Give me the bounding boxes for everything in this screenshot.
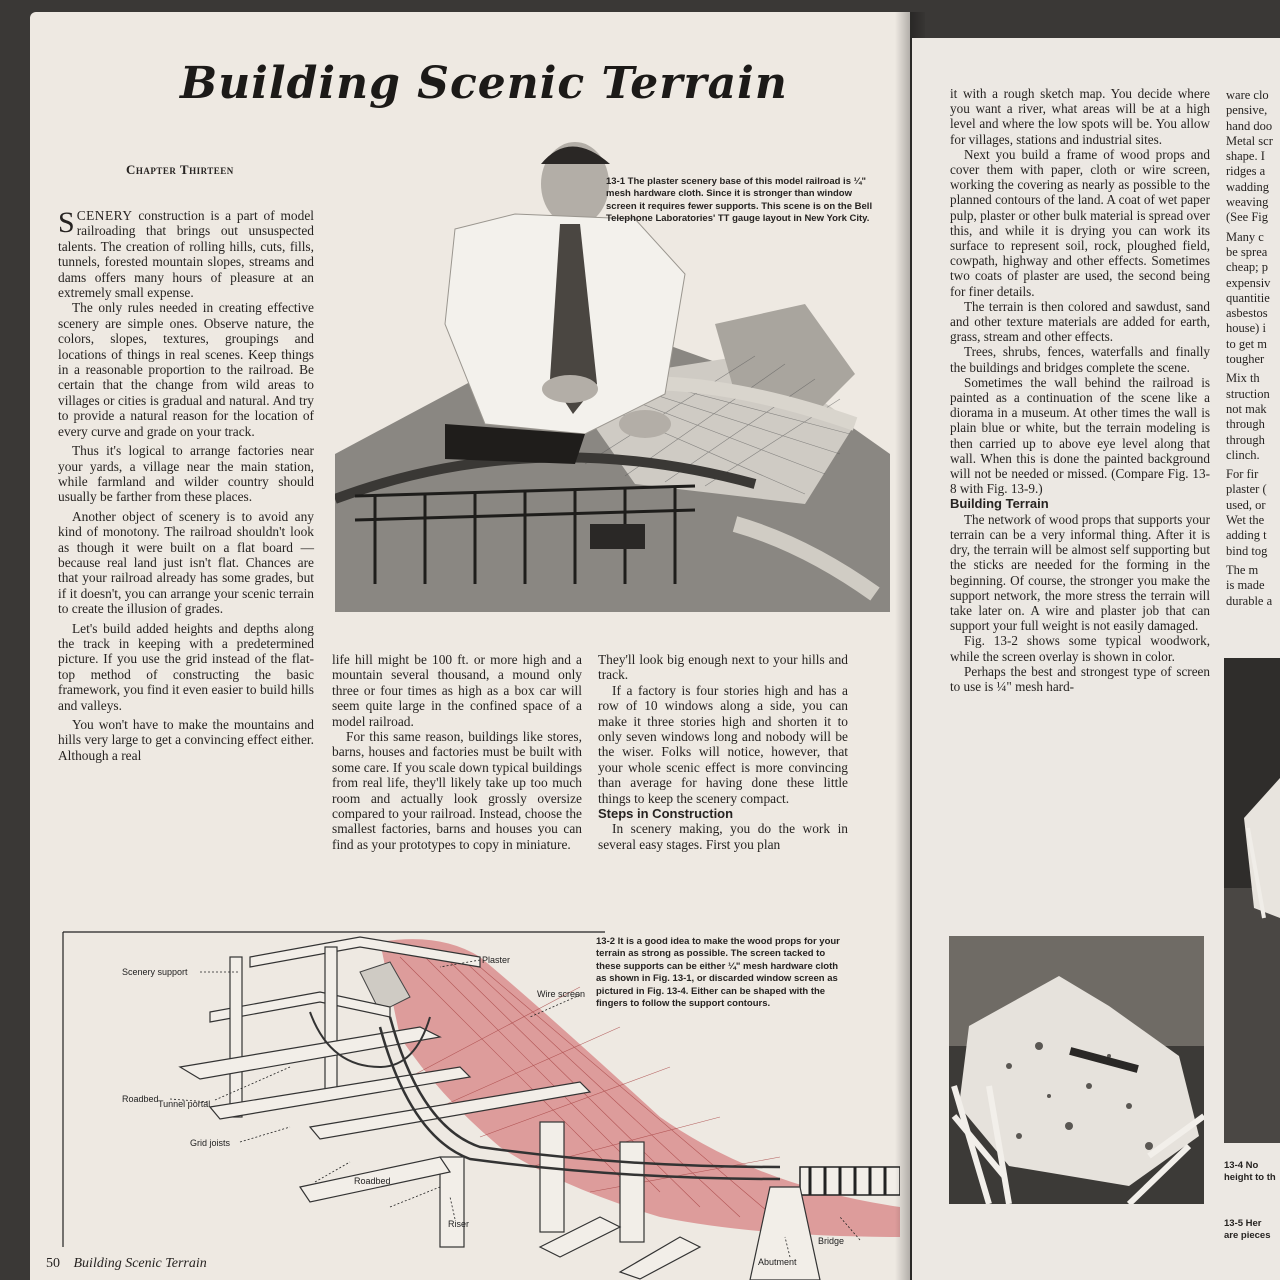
page-number: 50 bbox=[46, 1256, 60, 1271]
paragraph: Thus it's logical to arrange factories near your yards, a village near the main station, while farmland and wilder country should usually be farther from these places. bbox=[58, 443, 314, 505]
paragraph: Trees, shrubs, fences, waterfalls and finally the buildings and bridges complete the scene. bbox=[950, 344, 1210, 375]
paragraph: The terrain is then colored and sawdust, sand and other texture materials are added for earth, grass, stream and other effects. bbox=[950, 298, 1210, 345]
label-wire-screen: Wire screen bbox=[537, 989, 586, 999]
text-column-3 bbox=[598, 652, 848, 852]
photo-13-5-screen-on-supports bbox=[949, 936, 1204, 1204]
section-heading: Steps in Construction bbox=[598, 806, 734, 822]
paragraph-fragment: ware clo pensive, hand doo Metal scr shape. I ridges a wadding weaving (See Fig bbox=[1226, 88, 1273, 225]
paragraph-text: construction is a part of model railroading that brings out unsuspected talents. The creation of rolling hills, cuts, fills, tunnels, forested mountain slopes, streams and dams offers many hours of pleasure at an extremely small expense. bbox=[58, 208, 314, 301]
figure-caption-13-4-clipped: 13-4 No height to th bbox=[1224, 1160, 1276, 1184]
text-column-2 bbox=[332, 652, 582, 852]
figure-caption-13-5-clipped: 13-5 Her are pieces bbox=[1224, 1218, 1271, 1242]
label-bridge: Bridge bbox=[818, 1236, 845, 1246]
paragraph-fragment: Mix th struction not mak through through clinch. bbox=[1226, 371, 1270, 462]
paragraph: The network of wood props that supports your terrain can be a very informal thing. After it is dry, the terrain will be almost self supporting but the sticks are needed for the forming in the beginning. Of course, the stronger you make the support network, the more stress the terrain will take later on. A wire and plaster job that can support your full weight is not easily damaged. bbox=[950, 511, 1210, 634]
paragraph: it with a rough sketch map. You decide where you want a river, what areas will be at a high level and where the low spots will be. You allow for villages, stations and industrial sites. bbox=[950, 86, 1210, 147]
photo-13-4-clipped bbox=[1224, 658, 1280, 1143]
lead-word: CENERY bbox=[76, 208, 133, 223]
paragraph: Sometimes the wall behind the railroad is painted as a continuation of the scene like a diorama in a museum. At other times the wall is plain blue or white, but the terrain modeling is then carried up to above eye level along that wall. When this is done the painted background will not be needed or missed. (Compare Fig. 13-8 with Fig. 13-9.) bbox=[950, 374, 1210, 497]
figure-caption-13-2: 13-2 It is a good idea to make the wood props for your terrain as strong as possible. The screen tacked to these supports can be either ¼" mesh hardware cloth as shown in Fig. 13-1, or discarded window screen as pictured in Fig. 13-4. Either can be shaped with the fingers to follow the support contours. bbox=[596, 936, 840, 1010]
page-title: Building Scenic Terrain bbox=[180, 58, 788, 109]
paragraph: In scenery making, you do the work in several easy stages. First you plan bbox=[598, 821, 848, 852]
page-footer bbox=[46, 1256, 207, 1272]
label-scenery-support: Scenery support bbox=[122, 967, 188, 977]
label-plaster: Plaster bbox=[482, 955, 511, 965]
paragraph-fragment: Many c be sprea cheap; p expensiv quantitie asbestos house) i to get m tougher bbox=[1226, 229, 1271, 367]
label-abutment: Abutment bbox=[758, 1257, 797, 1267]
label-roadbed-bottom: Roadbed bbox=[354, 1176, 391, 1186]
paragraph-fragment: The m is made durable a bbox=[1226, 562, 1273, 608]
paragraph: If a factory is four stories high and has a row of 10 windows along a side, you can make it three stories high and shorten it to only seven windows long and nobody will be the wiser. Folks will notice, however, that your whole scenic effect is more convincing than average for having done these little things to keep the scenery compact. bbox=[598, 682, 848, 806]
right-text-column-2-clipped bbox=[1226, 88, 1280, 609]
section-heading: Building Terrain bbox=[950, 496, 1049, 512]
running-title: Building Scenic Terrain bbox=[73, 1256, 207, 1271]
paragraph: Perhaps the best and strongest type of screen to use is ¼" mesh hard- bbox=[950, 663, 1210, 694]
paragraph: For this same reason, buildings like stores, barns, houses and factories must be built with some care. If you scale down typical buildings from real life, they'll likely take up too much room and actually look grossly oversize compared to your railroad. Instead, choose the smallest factories, barns and houses you can find as your prototypes to copy in miniature. bbox=[332, 729, 582, 852]
text-column-1 bbox=[58, 208, 314, 763]
paragraph: Fig. 13-2 shows some typical woodwork, while the screen overlay is shown in color. bbox=[950, 633, 1210, 664]
figure-caption-13-1: 13-1 The plaster scenery base of this model railroad is ¼" mesh hardware cloth. Since it is stronger than window screen it requires fewer supports. This scene is on the Bell Telephone Laboratories' TT gauge layout in New York City. bbox=[606, 176, 873, 225]
label-tunnel-portal-visible: Tunnel portal bbox=[158, 1099, 211, 1109]
paragraph: Next you build a frame of wood props and cover them with paper, cloth or wire screen, working the covering as nearly as possible to the planned contours of the land. A coat of wet paper pulp, plaster or other bulk material is spread over this, and while it is drying you can work its surface to represent soil, rock, ploughed field, cowpath, highway and other effects. Sometimes two coats of plaster are used, the second being for finer details. bbox=[950, 146, 1210, 299]
paragraph-fragment: For fir plaster ( used, or Wet the adding t bind tog bbox=[1226, 467, 1268, 558]
label-grid-joists: Grid joists bbox=[190, 1138, 231, 1148]
paragraph: They'll look big enough next to your hills and track. bbox=[598, 652, 848, 683]
label-riser: Riser bbox=[448, 1219, 470, 1229]
chapter-heading: Chapter Thirteen bbox=[126, 162, 234, 177]
paragraph: The only rules needed in creating effective scenery are simple ones. Observe nature, the colors, slopes, textures, groupings and locations of things in real scenes. Keep things in a reasonable proportion to the railroad. Be certain that the change from wild areas to villages or cities is gradual and natural. And try to provide a natural reason for the location of every curve and grade on your track. bbox=[58, 300, 314, 439]
paragraph bbox=[58, 208, 314, 300]
right-page bbox=[912, 38, 1280, 1280]
paragraph: Another object of scenery is to avoid any kind of monotony. The railroad shouldn't look as though it were built on a flat board — because real land just isn't flat. Chances are that your railroad already has some grades, but if it doesn't, you can arrange your scenic terrain to create the illusion of grades. bbox=[58, 508, 314, 617]
left-page bbox=[30, 12, 910, 1280]
paragraph: Let's build added heights and depths along the track in keeping with a predetermined picture. If you use the grid instead of the flat-top method of constructing the basic framework, you find it even easier to build hills and valleys. bbox=[58, 620, 314, 713]
paragraph: You won't have to make the mountains and hills very large to get a convincing effect either. Although a real bbox=[58, 717, 314, 763]
paragraph: life hill might be 100 ft. or more high and a mountain several thousand, a mound only three or four times as high as a box car will seem quite large in the confined space of a model railroad. bbox=[332, 652, 582, 729]
label-roadbed-top: Roadbed bbox=[122, 1094, 159, 1104]
drop-cap: S bbox=[58, 206, 75, 239]
right-text-column-1 bbox=[950, 86, 1210, 694]
